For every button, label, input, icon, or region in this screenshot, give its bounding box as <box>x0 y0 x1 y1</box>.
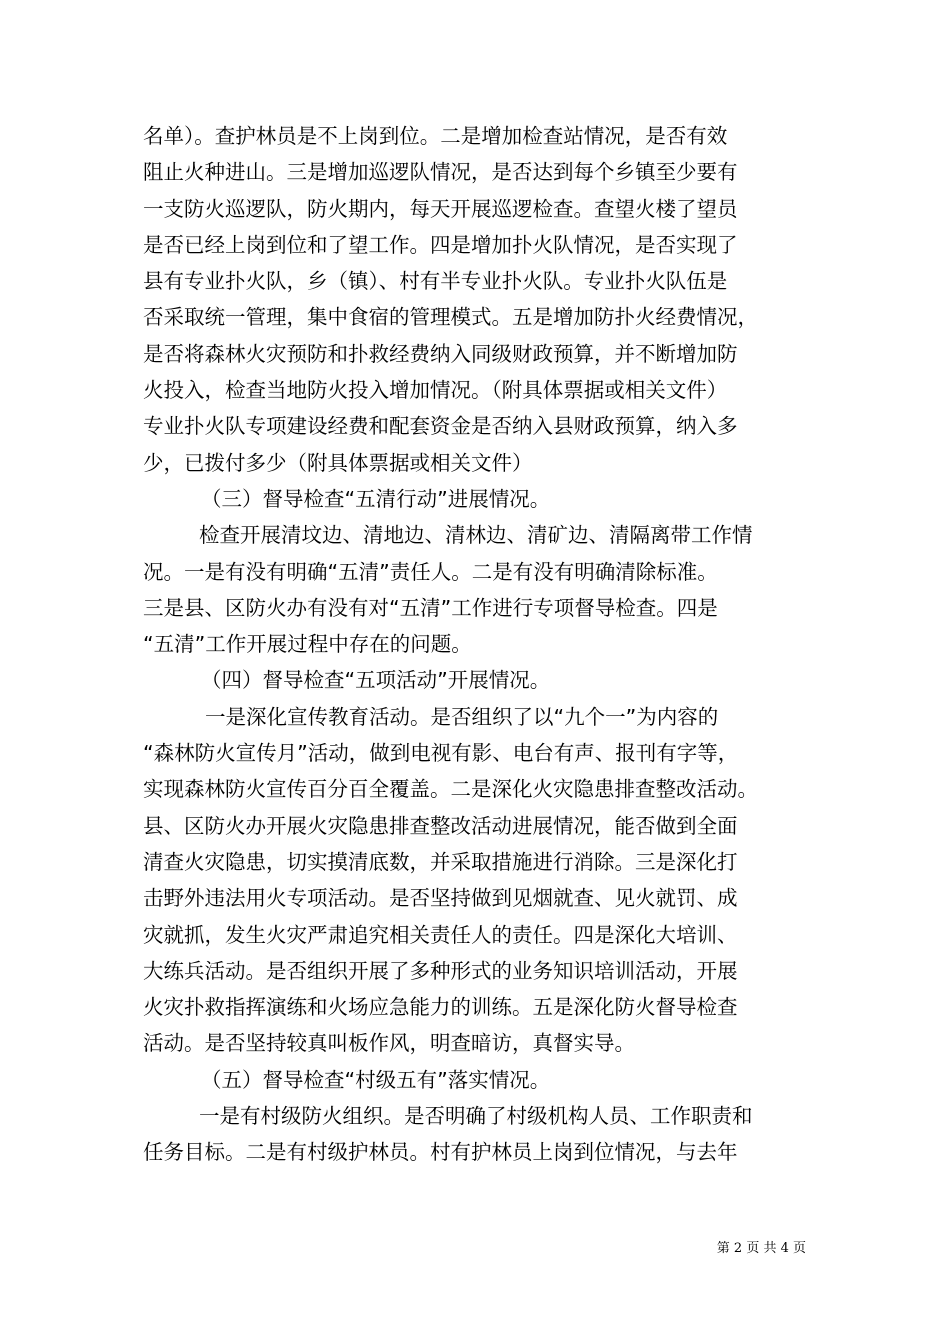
text-line: 阻止火种进山。三是增加巡逻队情况，是否达到每个乡镇至少要有 <box>143 160 738 185</box>
text-line: 火灾扑救指挥演练和火场应急能力的训练。五是深化防火督导检查 <box>143 995 738 1020</box>
text-line: 灾就抓，发生火灾严肃追究相关责任人的责任。四是深化大培训、 <box>143 922 738 947</box>
section-heading-3: （三）督导检查“五清行动”进展情况。 <box>201 486 551 511</box>
page-number-footer: 第 2 页 共 4 页 <box>716 1241 806 1256</box>
text-line: 大练兵活动。是否组织开展了多种形式的业务知识培训活动，开展 <box>143 958 738 983</box>
text-line: 清查火灾隐患，切实摸清底数，并采取措施进行消除。三是深化打 <box>143 849 738 874</box>
text-line: 县有专业扑火队，乡（镇）、村有半专业扑火队。专业扑火队伍是 <box>143 269 728 294</box>
text-line: 火投入，检查当地防火投入增加情况。（附具体票据或相关文件） <box>143 378 728 403</box>
text-line: 县、区防火办开展火灾隐患排查整改活动进展情况，能否做到全面 <box>143 813 738 838</box>
text-line: 况。一是有没有明确“五清”责任人。二是有没有明确清除标准。 <box>143 559 718 584</box>
text-line: 专业扑火队专项建设经费和配套资金是否纳入县财政预算，纳入多 <box>143 414 738 439</box>
text-line: 检查开展清坟边、清地边、清林边、清矿边、清隔离带工作情 <box>199 523 753 548</box>
text-line: 一是有村级防火组织。是否明确了村级机构人员、工作职责和 <box>199 1104 753 1129</box>
text-line: 任务目标。二是有村级护林员。村有护林员上岗到位情况，与去年 <box>143 1140 738 1165</box>
text-line: 一是深化宣传教育活动。是否组织了以“九个一”为内容的 <box>205 704 719 729</box>
section-heading-4: （四）督导检查“五项活动”开展情况。 <box>201 668 551 693</box>
text-line: 名单）。查护林员是不上岗到位。二是增加检查站情况，是否有效 <box>143 124 728 148</box>
text-line: 一支防火巡逻队，防火期内，每天开展巡逻检查。查望火楼了望员 <box>143 196 738 221</box>
section-heading-5: （五）督导检查“村级五有”落实情况。 <box>201 1067 551 1092</box>
text-line: 是否已经上岗到位和了望工作。四是增加扑火队情况，是否实现了 <box>143 232 738 257</box>
text-line: 三是县、区防火办有没有对“五清”工作进行专项督导检查。四是 <box>143 595 718 620</box>
text-line: “五清”工作开展过程中存在的问题。 <box>143 632 472 657</box>
text-line: 活动。是否坚持较真叫板作风，明查暗访，真督实导。 <box>143 1031 635 1056</box>
text-line: 否采取统一管理，集中食宿的管理模式。五是增加防扑火经费情况， <box>143 305 758 330</box>
text-line: “森林防火宣传月”活动，做到电视有影、电台有声、报刊有字等， <box>143 741 739 766</box>
document-body <box>143 118 808 1171</box>
text-line: 是否将森林火灾预防和扑救经费纳入同级财政预算，并不断增加防 <box>143 341 738 366</box>
text-line: 击野外违法用火专项活动。是否坚持做到见烟就查、见火就罚、成 <box>143 886 738 911</box>
text-line: 实现森林防火宣传百分百全覆盖。二是深化火灾隐患排查整改活动。 <box>143 777 758 802</box>
text-line: 少，已拨付多少（附具体票据或相关文件） <box>143 450 533 475</box>
